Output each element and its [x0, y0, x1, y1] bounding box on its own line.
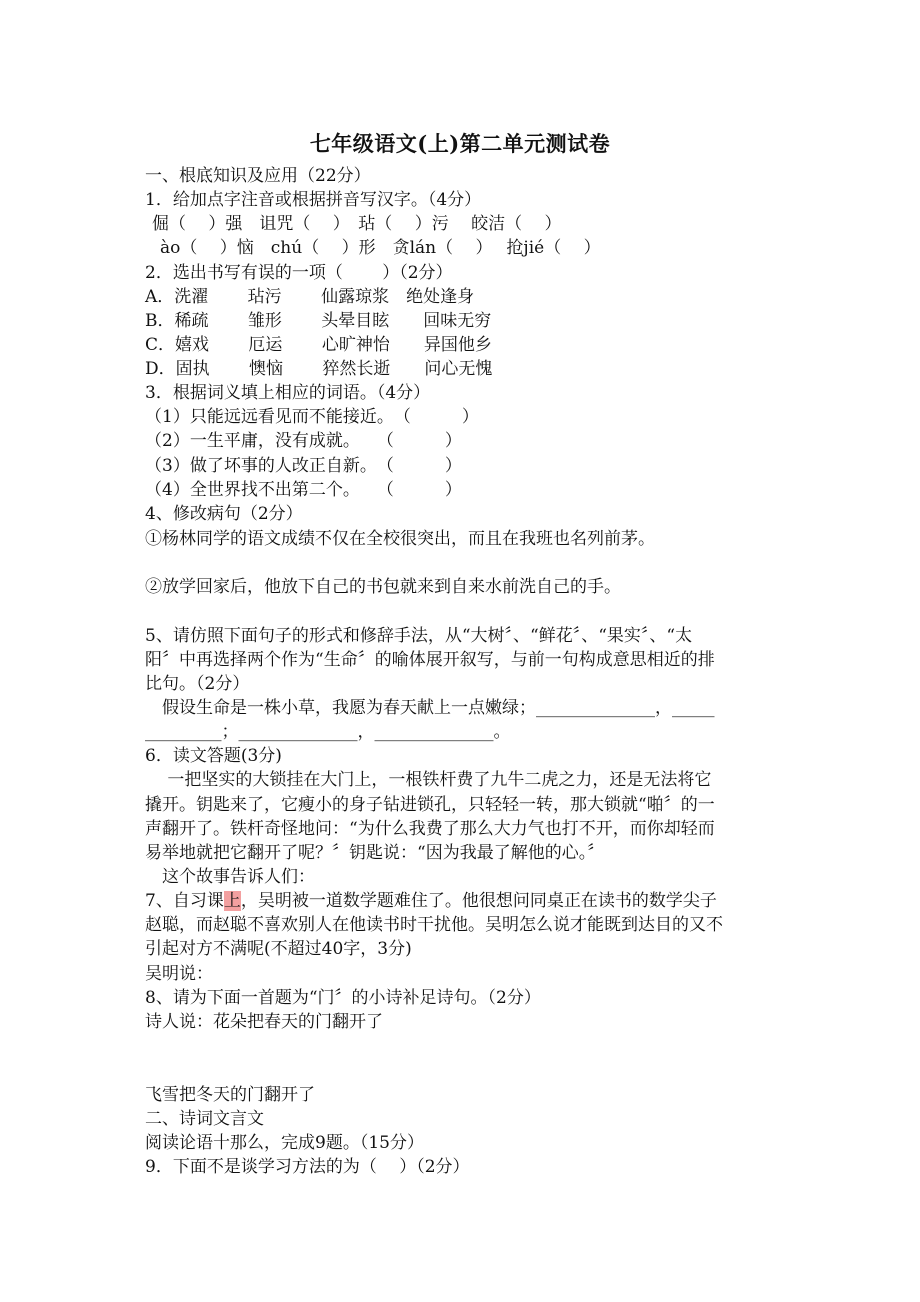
question-text: 4、修改病句（2分）: [145, 504, 303, 524]
question-text: （1）只能远远看见而不能接近。 （ ）: [145, 407, 479, 427]
question-text: 倔（ ）强 诅咒（ ） 玷（ ）污 皎洁（ ）: [152, 214, 562, 234]
question-text: ào（ ）恼 chú（ ）形 贪lán（ ） 抢jié（ ）: [160, 238, 601, 258]
question-text: （3）做了坏事的人改正自新。 （ ）: [145, 456, 462, 476]
poem-line: 诗人说：花朵把春天的门翻开了: [145, 1012, 383, 1032]
passage-text: 声翻开了。铁杆奇怪地问：“为什么我费了那么大力气也打不开，而你却轻而: [145, 819, 715, 839]
question-text-part: ，吴明被一道数学题难住了。他很想问同桌正在读书的数学尖子: [240, 891, 717, 911]
question-text: 比句。（2分）: [145, 674, 250, 694]
question-text: 阅读论语十那么，完成9题。（15分）: [145, 1133, 424, 1153]
option-text: D．固执 懊恼 猝然长逝 问心无愧: [145, 359, 493, 379]
question-text: 赵聪，而赵聪不喜欢别人在他读书时干扰他。吴明怎么说才能既到达目的又不: [145, 915, 723, 935]
option-text: C．嬉戏 厄运 心旷神怡 异国他乡: [145, 335, 492, 355]
question-text: 引起对方不满呢(不超过40字，3分): [145, 939, 412, 959]
question-text: （2）一生平庸，没有成就。 （ ）: [145, 431, 462, 451]
highlighted-char: 上: [223, 891, 241, 911]
question-text: 8、请为下面一首题为“门〞的小诗补足诗句。（2分）: [145, 988, 541, 1008]
poem-line: 飞雪把冬天的门翻开了: [145, 1085, 315, 1105]
question-text: 9．下面不是谈学习方法的为（ ）（2分）: [145, 1157, 470, 1177]
question-text: 这个故事告诉人们：: [145, 867, 315, 887]
answer-blank-line: _________；______________，______________。: [145, 722, 511, 742]
question-text: 5、请仿照下面句子的形式和修辞手法，从“大树〞、“鲜花〞、“果实〞、“太: [145, 626, 693, 646]
passage-text: 易举地就把它翻开了呢？〞钥匙说：“因为我最了解他的心。〞: [145, 843, 605, 863]
question-text: ②放学回家后，他放下自己的书包就来到自来水前洗自己的手。: [145, 577, 621, 597]
section-heading: 二、诗词文言文: [145, 1109, 264, 1129]
question-text: [145, 890, 785, 912]
question-text-part: 7、自习课: [145, 891, 224, 911]
question-text: （4）全世界找不出第二个。 （ ）: [145, 480, 462, 500]
question-text: 2．选出书写有误的一项（ ）（2分）: [145, 263, 453, 283]
question-text: 阳〞中再选择两个作为“生命〞的喻体展开叙写，与前一句构成意思相近的排: [145, 650, 715, 670]
page-title: 七年级语文(上)第二单元测试卷: [309, 131, 611, 156]
answer-blank-line: 假设生命是一株小草，我愿为春天献上一点嫩绿；______________，_____: [145, 698, 715, 718]
question-text: 6．读文答题(3分): [145, 746, 282, 766]
question-text: 3．根据词义填上相应的词语。（4分）: [145, 383, 431, 403]
option-text: B．稀疏 雏形 头晕目眩 回味无穷: [145, 311, 492, 331]
question-text: 1．给加点字注音或根据拼音写汉字。（4分）: [145, 190, 482, 210]
section-heading: 一、根底知识及应用（22分）: [145, 166, 371, 186]
option-text: A．洗濯 玷污 仙露琼浆 绝处逢身: [145, 287, 475, 307]
passage-text: 一把坚实的大锁挂在大门上，一根铁杆费了九牛二虎之力，还是无法将它: [145, 770, 712, 790]
question-text: 吴明说：: [145, 964, 213, 984]
passage-text: 撬开。钥匙来了，它瘦小的身子钻进锁孔，只轻轻一转，那大锁就“啪〞的一: [145, 795, 715, 815]
question-text: ①杨林同学的语文成绩不仅在全校很突出，而且在我班也名列前茅。: [145, 529, 655, 549]
